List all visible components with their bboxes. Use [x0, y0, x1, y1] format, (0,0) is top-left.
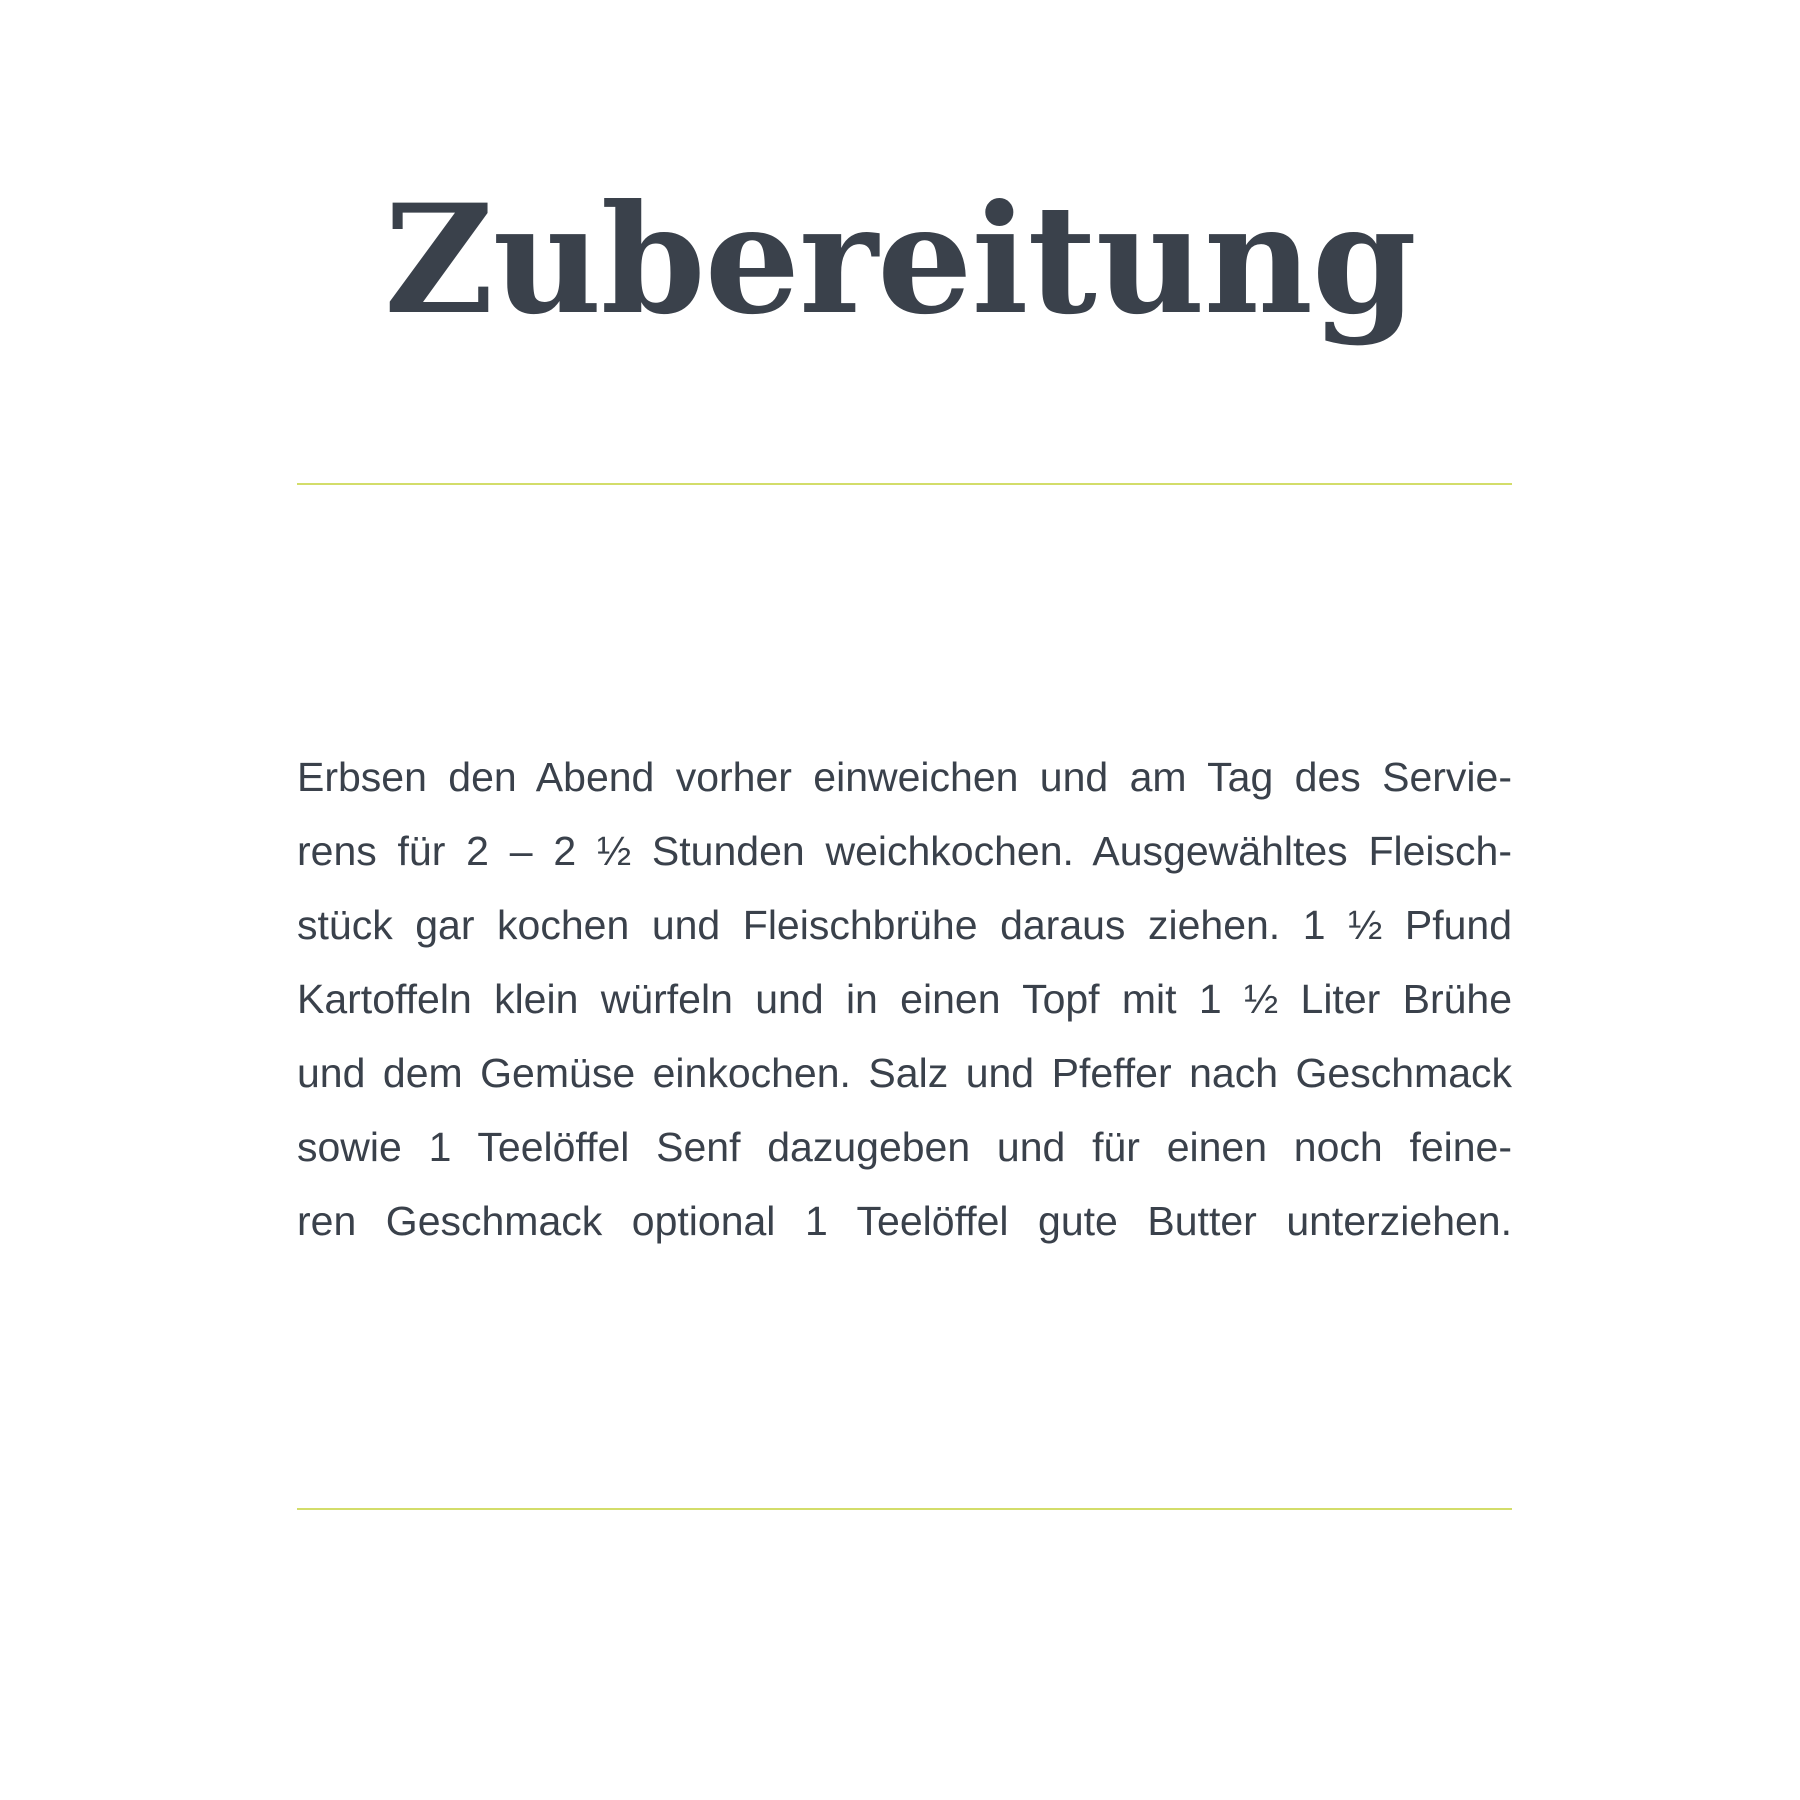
top-divider	[297, 483, 1512, 485]
text-line: und dem Gemüse einkochen. Salz und Pfeffer nach Geschmack	[297, 1050, 1512, 1096]
bottom-divider	[297, 1508, 1512, 1510]
page-title: Zubereitung	[384, 172, 1416, 348]
preparation-text	[297, 740, 1512, 1258]
text-line: ren Geschmack optional 1 Teelöffel gute Butter unterziehen.	[297, 1198, 1512, 1244]
text-line: rens für 2 – 2 ½ Stunden weichkochen. Ausgewähltes Fleisch-	[297, 828, 1512, 874]
text-line: Erbsen den Abend vorher einweichen und am Tag des Servie-	[297, 754, 1512, 800]
text-line: stück gar kochen und Fleischbrühe daraus ziehen. 1 ½ Pfund	[297, 902, 1512, 948]
text-line: Kartoffeln klein würfeln und in einen Topf mit 1 ½ Liter Brühe	[297, 976, 1512, 1022]
text-line: sowie 1 Teelöffel Senf dazugeben und für einen noch feine-	[297, 1124, 1512, 1170]
